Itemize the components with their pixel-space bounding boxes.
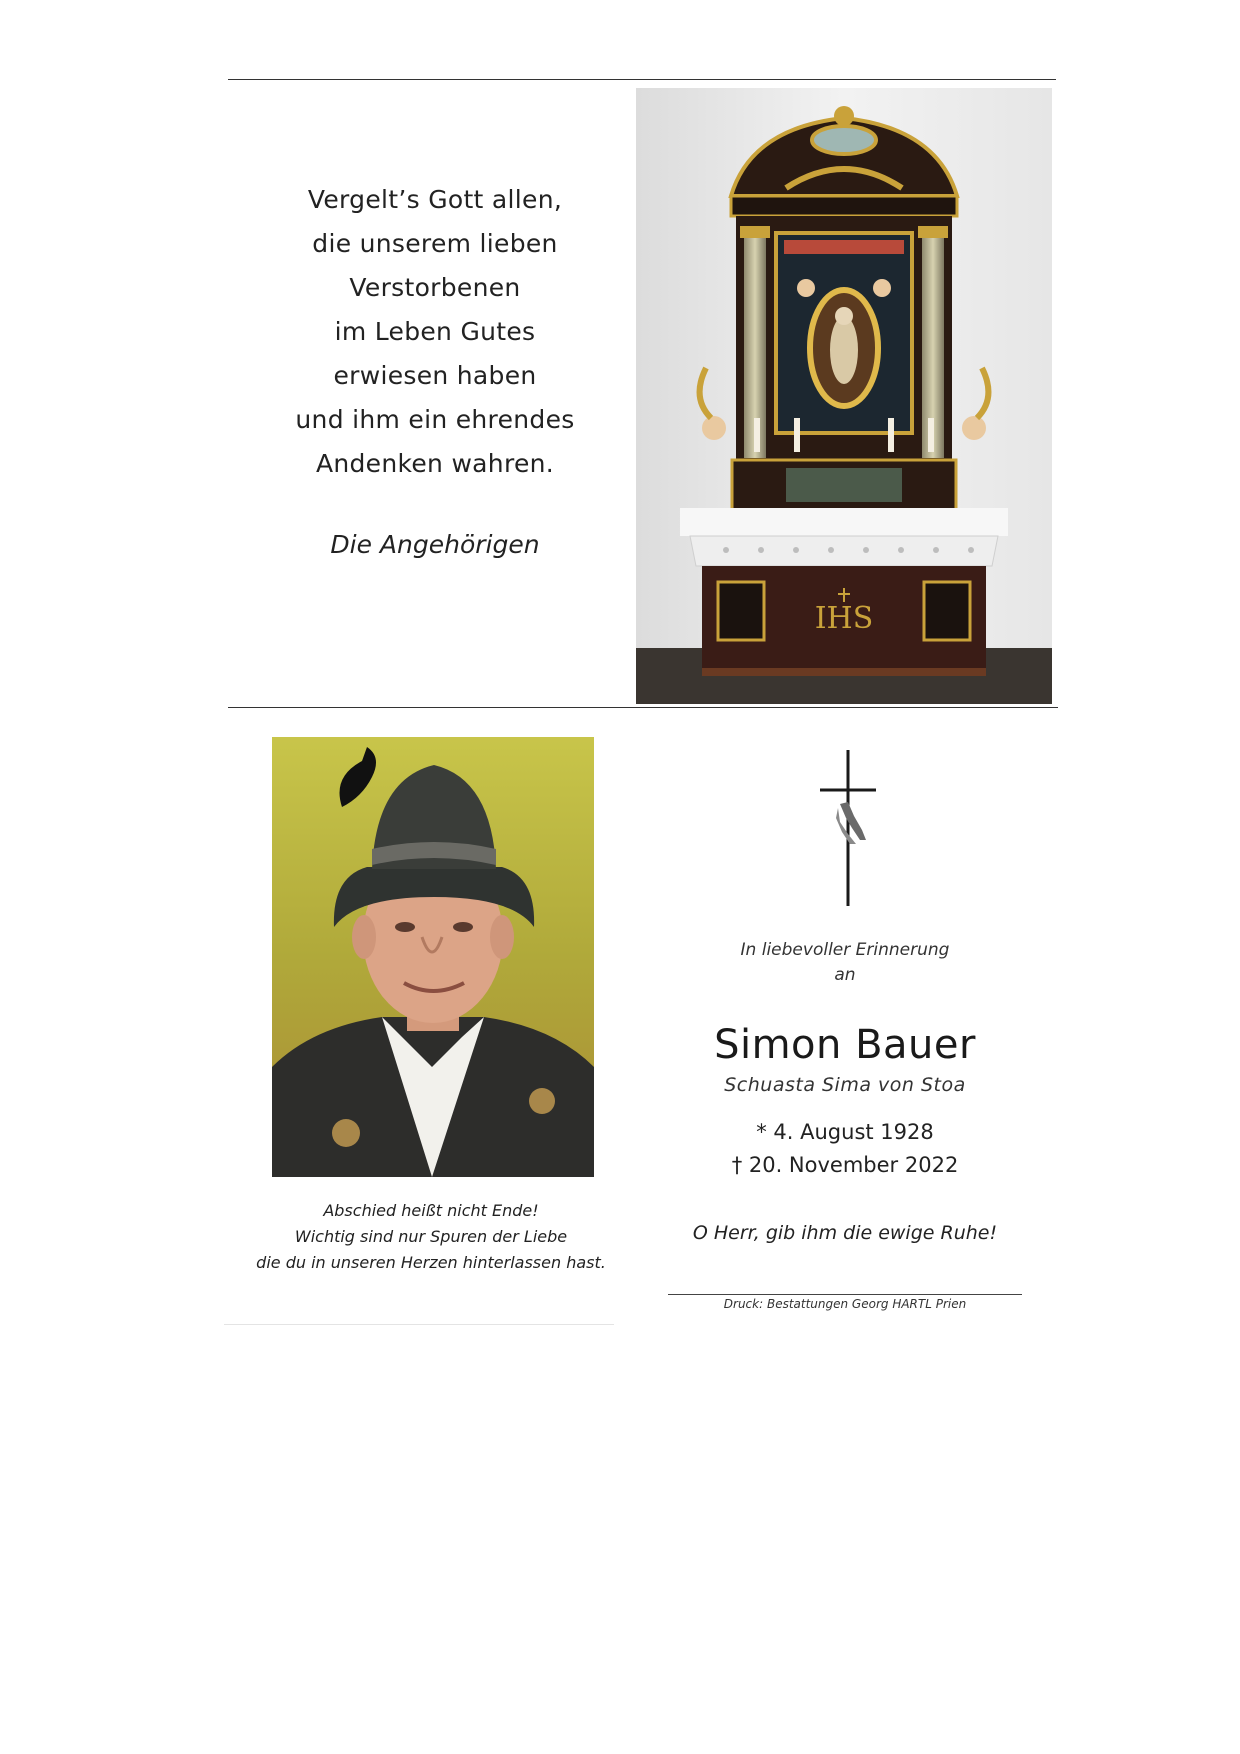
family-signoff: Die Angehörigen <box>330 530 540 559</box>
quote-line: die du in unseren Herzen hinterlassen hast. <box>256 1253 606 1272</box>
portrait-photo <box>272 737 594 1177</box>
prayer-line: O Herr, gib ihm die ewige Ruhe! <box>692 1222 998 1244</box>
life-dates <box>660 1116 1030 1182</box>
quote-line: Wichtig sind nur Spuren der Liebe <box>294 1227 568 1246</box>
death-date: † 20. November 2022 <box>731 1153 959 1177</box>
cross-praying-hands-icon <box>810 748 880 908</box>
middle-fold-line <box>228 707 1058 708</box>
thank-you-line: im Leben Gutes <box>334 317 536 346</box>
thank-you-line: die unserem lieben <box>312 229 558 258</box>
thank-you-line: Verstorbenen <box>349 273 521 302</box>
bottom-edge-line <box>224 1324 614 1325</box>
thank-you-line: und ihm ein ehrendes <box>295 405 575 434</box>
deceased-name: Simon Bauer <box>714 1022 976 1068</box>
altar-photo <box>636 88 1052 704</box>
printer-credit: Druck: Bestattungen Georg HARTL Prien <box>723 1297 967 1311</box>
printer-rule <box>668 1294 1022 1295</box>
quote-line: Abschied heißt nicht Ende! <box>323 1201 539 1220</box>
deceased-nickname: Schuasta Sima von Stoa <box>724 1074 966 1096</box>
birth-date: * 4. August 1928 <box>756 1120 934 1144</box>
memory-line: In liebevoller Erinnerung <box>740 940 950 960</box>
thank-you-text <box>270 178 600 486</box>
farewell-quote <box>250 1198 612 1276</box>
thank-you-line: Vergelt’s Gott allen, <box>307 185 563 214</box>
altar-monogram: IHS <box>814 601 874 636</box>
thank-you-line: Andenken wahren. <box>315 449 555 478</box>
memory-line-an: an <box>834 965 856 985</box>
thank-you-line: erwiesen haben <box>333 361 537 390</box>
memory-heading <box>690 938 1000 988</box>
top-fold-line <box>228 79 1056 80</box>
